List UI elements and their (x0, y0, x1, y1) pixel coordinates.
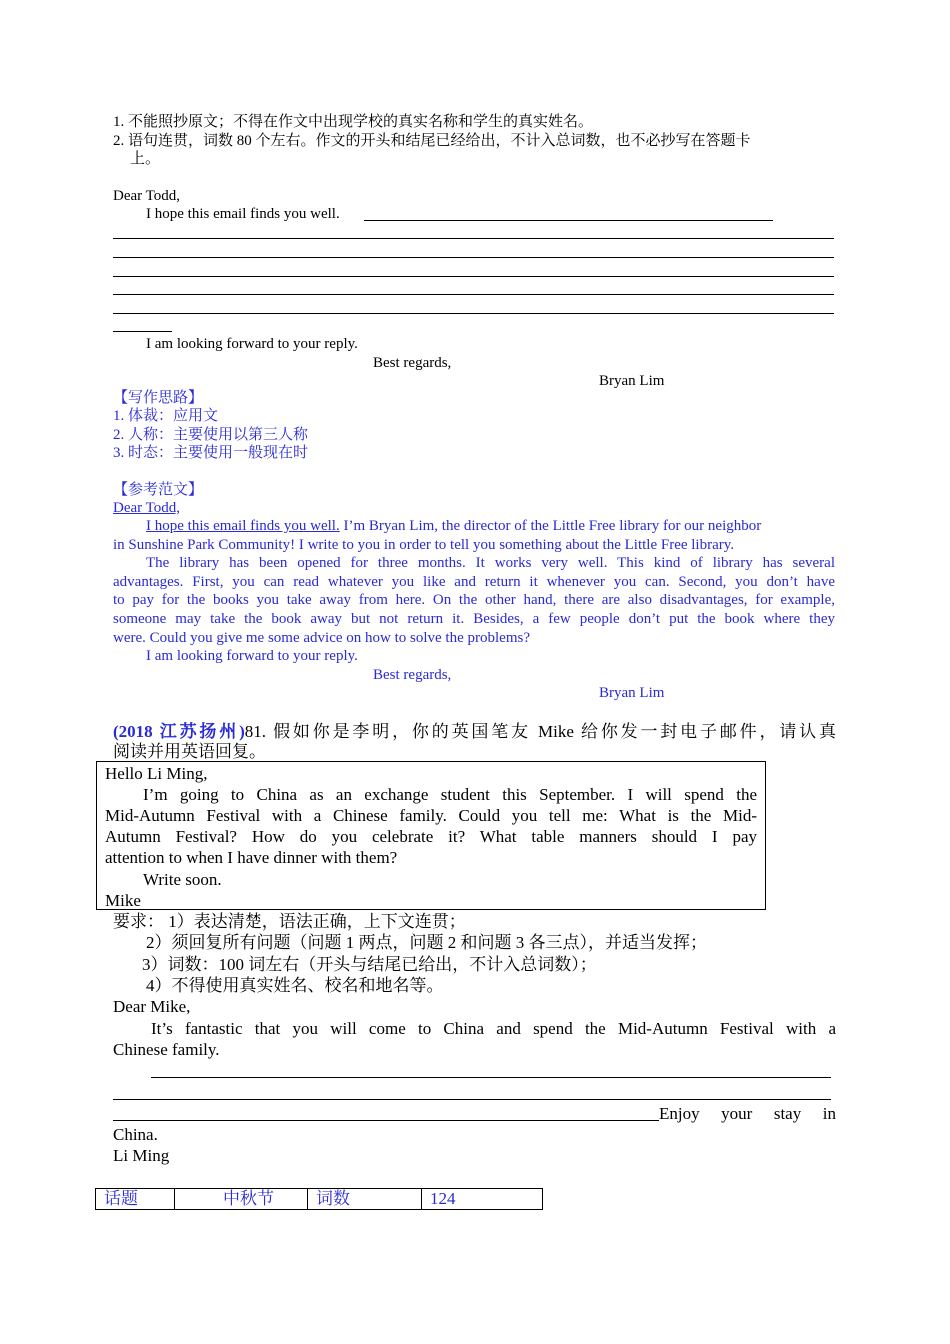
q2-requirement-2: 2）须回复所有问题（问题 1 两点，问题 2 和问题 3 各三点），并适当发挥； (146, 933, 707, 952)
sample-heading: 【参考范文】 (113, 482, 204, 498)
requirement-1: 1. 不能照抄原文；不得在作文中出现学校的真实名称和学生的真实姓名。 (113, 114, 594, 130)
topic-value: 中秋节 (175, 1189, 308, 1210)
sample-p2-line: to pay for the books you take away from here. On the other hand, there are also disadvantages, for example, (113, 592, 835, 608)
letter-body-line: Autumn Festival? How do you celebrate it? What table manners should I pay (105, 827, 757, 846)
letter-salutation: Hello Li Ming, (105, 764, 208, 783)
reply-name: Li Ming (113, 1146, 170, 1165)
answer-line (113, 1099, 831, 1100)
answer-line (113, 238, 834, 239)
sample-p1-rest: I’m Bryan Lim, the director of the Little Free library for our neighbor (339, 518, 762, 534)
sample-opening: I hope this email finds you well. (146, 518, 340, 534)
reply-ending-line2: China. (113, 1125, 158, 1144)
sample-p1-line1 (146, 518, 761, 535)
question-source: (2018 江苏扬州) (113, 722, 245, 741)
answer-line (113, 276, 834, 277)
letter-body-line: attention to when I have dinner with them? (105, 848, 398, 867)
sample-salutation: Dear Todd, (113, 500, 180, 516)
requirement-2: 2. 语句连贯，词数 80 个左右。作文的开头和结尾已经给出，不计入总词数，也不必抄写在答题卡 (113, 133, 751, 149)
letter-closing: Write soon. (143, 870, 222, 889)
q2-requirement-3: 3）词数：100 词左右（开头与结尾已给出，不计入总词数）； (142, 955, 597, 974)
letter-body-line: Mid-Autumn Festival with a Chinese family. Could you tell me: What is the Mid- (105, 806, 757, 825)
answer-line (364, 220, 773, 221)
question-prompt: 假如你是李明，你的英国笔友 Mike 给你发一封电子邮件，请认真 (273, 722, 837, 741)
answer-line (113, 257, 834, 258)
answer-line (113, 1120, 659, 1121)
sample-p2-line: someone may take the book away but not return it. Besides, a few people don’t put the book where they (113, 611, 835, 627)
template-closing: I am looking forward to your reply. (146, 336, 358, 352)
sample-p2-line: were. Could you give me some advice on how to solve the problems? (113, 630, 530, 646)
answer-line (113, 331, 172, 332)
sample-p1-line2: in Sunshine Park Community! I write to you in order to tell you something about the Little Free library. (113, 537, 735, 553)
ideas-heading: 【写作思路】 (113, 390, 204, 406)
template-salutation: Dear Todd, (113, 188, 180, 204)
topic-label: 话题 (96, 1189, 175, 1210)
question-prompt-line1 (113, 722, 836, 742)
question-number: 81. (244, 722, 266, 741)
q2-requirement-1: 要求： 1）表达清楚，语法正确，上下文连贯； (113, 912, 466, 931)
answer-line (113, 294, 834, 295)
info-table (95, 1188, 543, 1210)
answer-line (151, 1077, 831, 1078)
template-opening: I hope this email finds you well. (146, 206, 340, 222)
q2-requirement-4: 4）不得使用真实姓名、校名和地名等。 (146, 976, 444, 995)
answer-line (113, 313, 834, 314)
question-prompt-line2: 阅读并用英语回复。 (113, 742, 266, 761)
ideas-item-2: 2. 人称：主要使用以第三人称 (113, 427, 309, 443)
reply-ending-line1: Enjoy your stay in (659, 1104, 836, 1123)
ideas-item-1: 1. 体裁：应用文 (113, 408, 219, 424)
sample-name: Bryan Lim (599, 685, 665, 701)
sample-p2-line: advantages. First, you can read whatever you like and return it whenever you can. Second, you don’t have (113, 574, 835, 590)
reply-salutation: Dear Mike, (113, 997, 191, 1016)
words-label: 词数 (308, 1189, 422, 1210)
sample-signoff: Best regards, (373, 667, 452, 683)
reply-opening-line1: It’s fantastic that you will come to China and spend the Mid-Autumn Festival with a (151, 1019, 836, 1038)
letter-name: Mike (105, 891, 141, 910)
words-value: 124 (422, 1189, 543, 1210)
template-signoff: Best regards, (373, 355, 452, 371)
template-name: Bryan Lim (599, 373, 665, 389)
sample-closing: I am looking forward to your reply. (146, 648, 358, 664)
ideas-item-3: 3. 时态：主要使用一般现在时 (113, 445, 309, 461)
letter-body-line: I’m going to China as an exchange student this September. I will spend the (143, 785, 757, 804)
sample-p2-line: The library has been opened for three months. It works very well. This kind of library has several (146, 555, 835, 571)
reply-opening-line2: Chinese family. (113, 1040, 220, 1059)
requirement-2-cont: 上。 (130, 151, 161, 167)
table-row (96, 1189, 543, 1210)
